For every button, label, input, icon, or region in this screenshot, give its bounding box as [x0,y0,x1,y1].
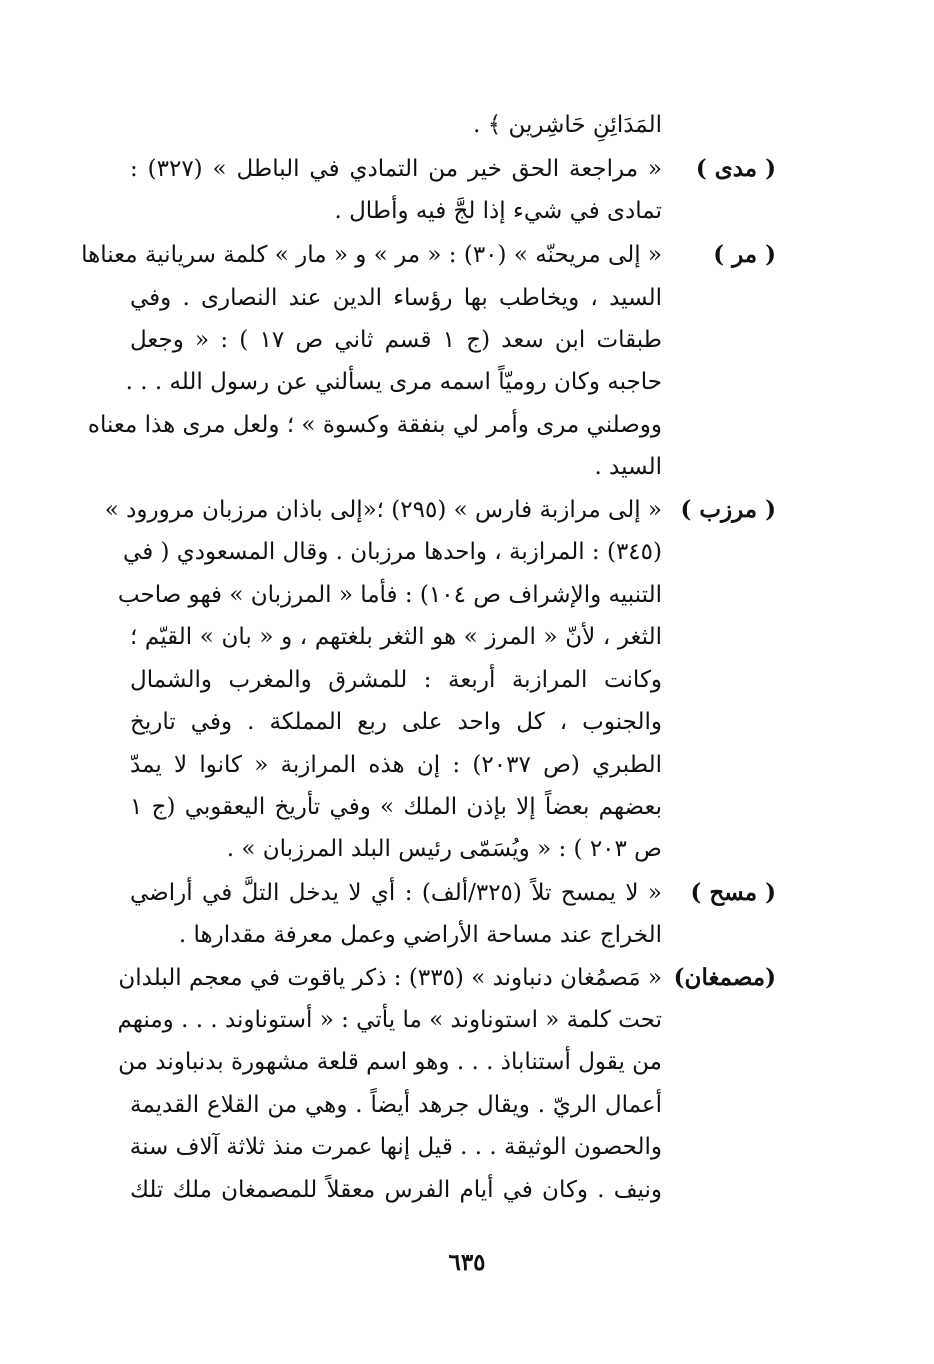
text-line: « مَصمُغان دنباوند » (٣٣٥) : ذكر ياقوت في معجم البلدان [118,965,662,991]
text-line: السيد ، ويخاطب بها رؤساء الدين عند النصارى . وفي [130,285,662,311]
text-line: بعضهم بعضاً إلا بإذن الملك » وفي تأريخ اليعقوبي (ج ١ [130,794,662,820]
text-line: أعمال الريّ . ويقال جرهد أيضاً . وهي من القلاع القديمة [130,1092,662,1118]
entry-term-mada: ( مدى ) [695,155,776,182]
text-line: ووصلني مرى وأمر لي بنفقة وكسوة » ؛ ولعل مرى هذا معناه [87,412,662,438]
text-line: « مراجعة الحق خير من التمادي في الباطل » (٣٢٧) : [130,156,662,182]
text-line: السيد . [594,454,662,480]
page-number: ٦٣٥ [448,1249,486,1276]
text-line: الطبري (ص ٢٠٣٧) : إن هذه المرازبة « كانوا لا يمدّ [130,752,662,778]
text-line: حاجبه وكان روميّاً اسمه مرى يسألني عن رسول الله . . . [125,369,662,395]
text-line: الثغر ، لأنّ « المرز » هو الثغر بلغتهم ، و « بان » القيّم ؛ [130,624,662,650]
entry-term-marzab: ( مرزب ) [680,496,776,523]
text-line: المَدَائِنِ حَاشِرين ﴾ . [473,112,662,138]
text-line: من يقول أستناباذ . . . وهو اسم قلعة مشهورة بدنباوند من [118,1049,662,1075]
text-line: تمادى في شيء إذا لجَّ فيه وأطال . [334,198,662,224]
entry-term-masmughan: (مصمغان) [673,964,776,991]
text-line: تحت كلمة « استوناوند » ما يأتي : « أستوناوند . . . ومنهم [117,1007,662,1033]
text-line: « إلى مرازبة فارس » (٢٩٥) ؛«إلى باذان مرزبان مرورود » [104,497,662,523]
text-line: ونيف . وكان في أيام الفرس معقلاً للمصمغان ملك تلك [130,1177,662,1203]
entry-term-masah: ( مسح ) [690,879,776,906]
text-line: وكانت المرازبة أربعة : للمشرق والمغرب والشمال [130,667,662,693]
entry-term-mar: ( مر ) [713,241,776,268]
text-line: (٣٤٥) : المرازبة ، واحدها مرزبان . وقال المسعودي ( في [123,539,662,565]
text-line: ص ٢٠٣ ) : « ويُسَمّى رئيس البلد المرزبان » . [226,836,662,862]
text-line: الخراج عند مساحة الأراضي وعمل معرفة مقدارها . [178,922,662,948]
text-line: « إلى مريحنّه » (٣٠) : « مر » و « مار » كلمة سريانية معناها [81,242,662,268]
text-line: التنبيه والإشراف ص ١٠٤) : فأما « المرزبان » فهو صاحب [117,582,662,608]
text-line: طبقات ابن سعد (ج ١ قسم ثاني ص ١٧ ) : « وجعل [130,327,662,353]
text-line: « لا يمسح تلاً (٣٢٥/ألف) : أي لا يدخل التلَّ في أراضي [130,880,662,906]
text-line: والجنوب ، كل واحد على ربع المملكة . وفي تاريخ [130,709,662,735]
text-line: والحصون الوثيقة . . . قيل إنها عمرت منذ ثلاثة آلاف سنة [129,1134,662,1160]
